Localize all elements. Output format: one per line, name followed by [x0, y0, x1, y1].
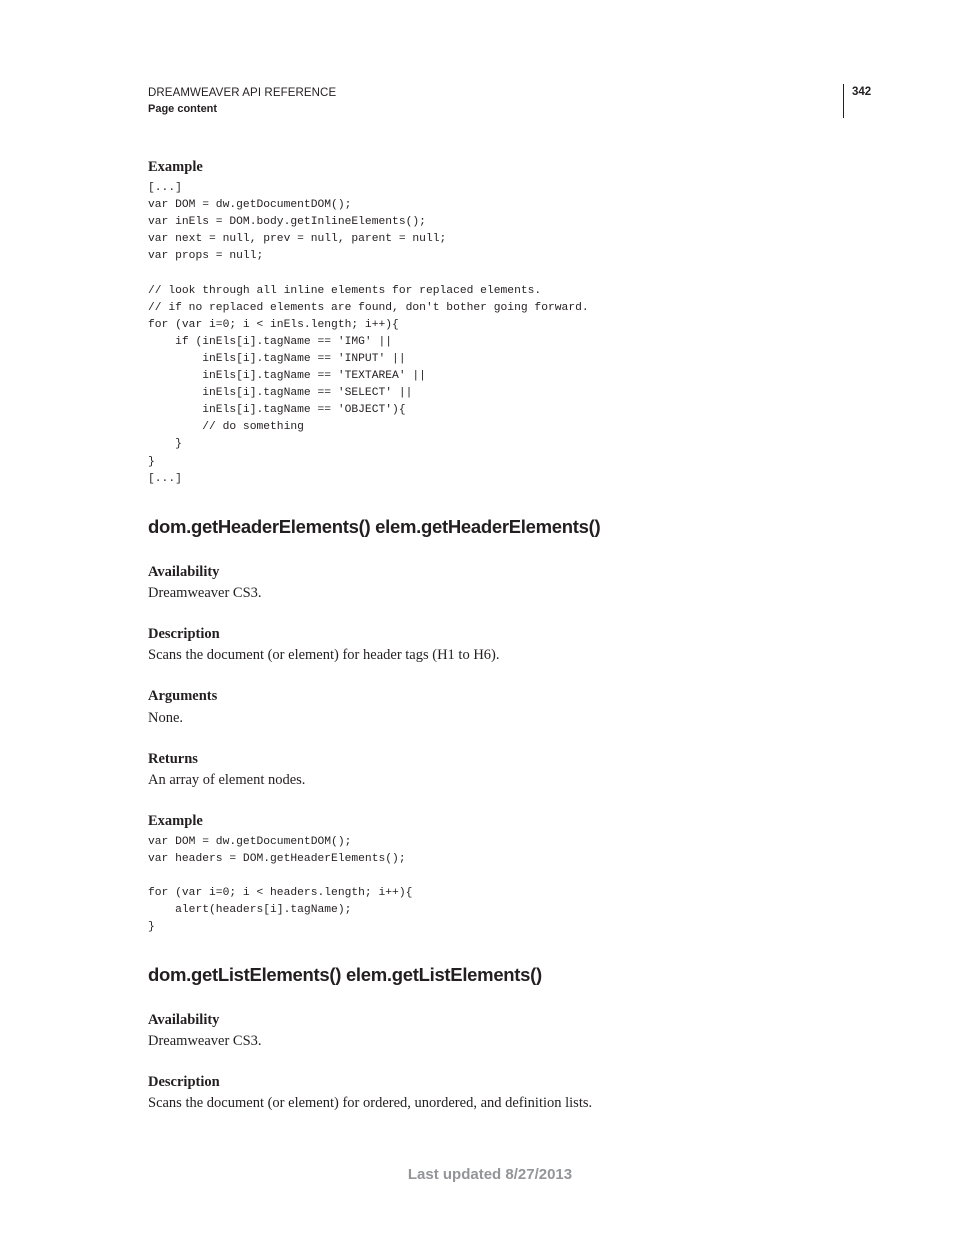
last-updated: Last updated 8/27/2013: [407, 1166, 573, 1183]
header-divider: [843, 84, 844, 118]
availability-text: Dreamweaver CS3.: [148, 1033, 262, 1049]
function-heading: dom.getHeaderElements() elem.getHeaderElements(): [148, 516, 601, 537]
arguments-text: None.: [148, 710, 184, 726]
availability-label: Availability: [148, 564, 220, 580]
description-text: Scans the document (or element) for ordered, unordered, and definition lists.: [148, 1095, 593, 1111]
document-title: DREAMWEAVER API REFERENCE: [148, 87, 337, 99]
function-heading: dom.getListElements() elem.getListElements(): [148, 964, 542, 985]
example-label: Example: [148, 813, 203, 829]
section-title: Page content: [148, 103, 218, 115]
code-block: var DOM = dw.getDocumentDOM(); var headers = DOM.getHeaderElements(); for (var i=0; i < headers.length; i++){ alert(headers[i].tagName); }: [148, 836, 413, 934]
page-number: 342: [852, 86, 872, 98]
description-text: Scans the document (or element) for header tags (H1 to H6).: [148, 647, 500, 663]
description-label: Description: [148, 626, 220, 642]
page-footer: [0, 1166, 954, 1183]
description-label: Description: [148, 1074, 220, 1090]
returns-text: An array of element nodes.: [148, 772, 306, 788]
availability-text: Dreamweaver CS3.: [148, 585, 262, 601]
arguments-label: Arguments: [148, 688, 218, 704]
example-label: Example: [148, 159, 203, 175]
code-block: [...] var DOM = dw.getDocumentDOM(); var inEls = DOM.body.getInlineElements(); var next = null, prev = null, parent = null; var props = null; // look through all inline elements for replaced elements. // if no replaced elements are found, don't bother going forward. for (var i=0; i < inEls.length; i++){ if (inEls[i].tagName == 'IMG' || inEls[i].tagName == 'INPUT' || inEls[i].tagName == 'TEXTAREA' || inEls[i].tagName == 'SELECT' || inEls[i].tagName == 'OBJECT'){ // do something } } [...]: [148, 182, 589, 485]
returns-label: Returns: [148, 751, 198, 767]
availability-label: Availability: [148, 1012, 220, 1028]
